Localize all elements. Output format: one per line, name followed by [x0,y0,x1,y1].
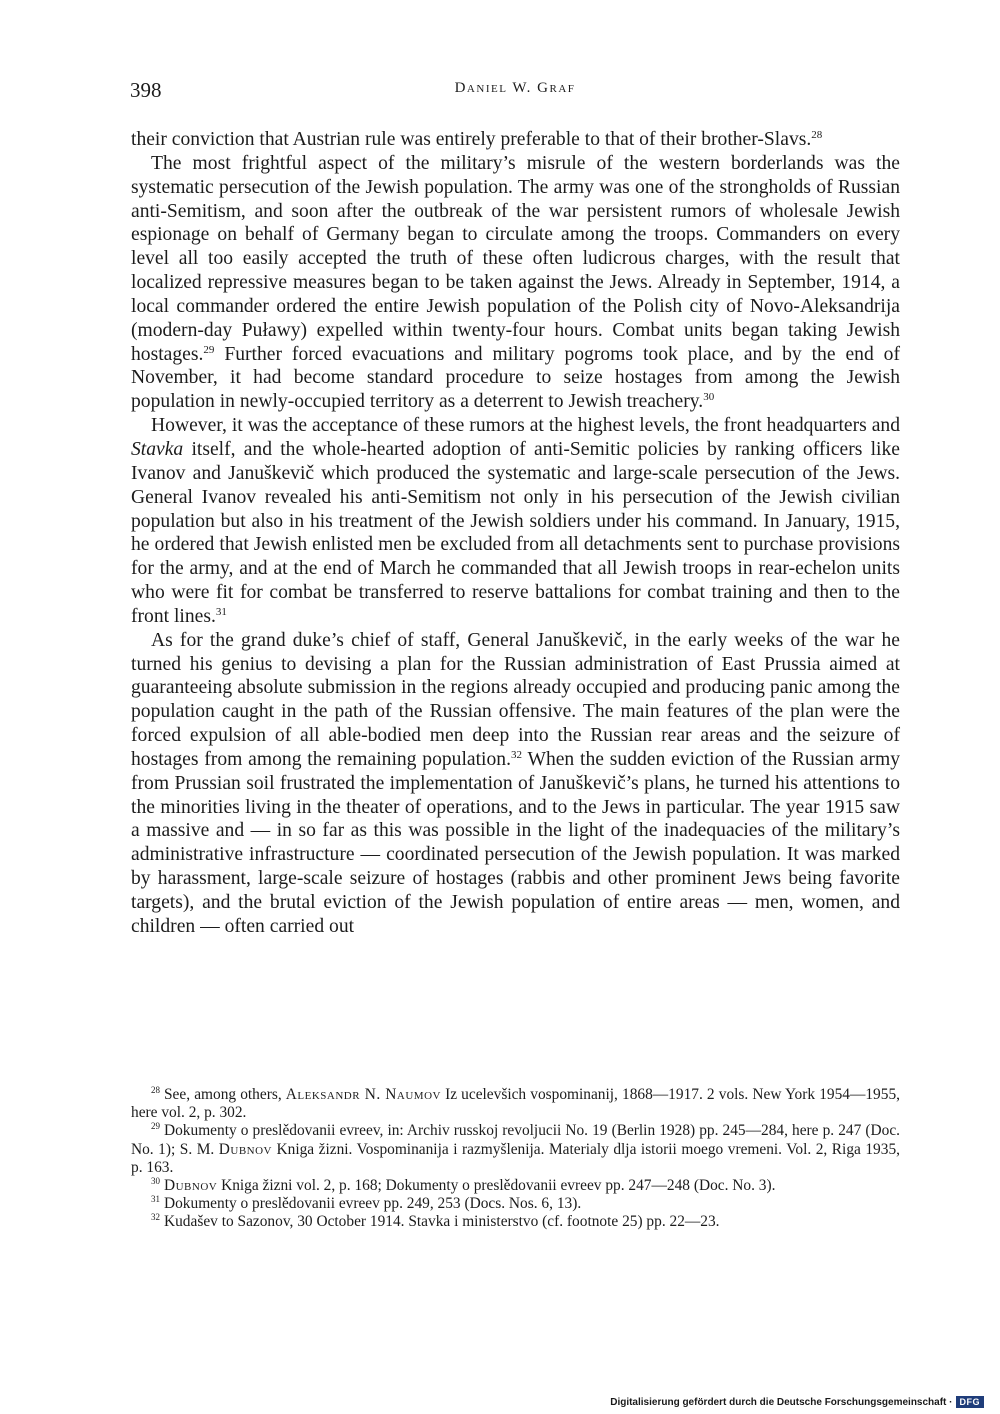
paragraph-1 [131,128,900,152]
footnote-number: 30 [151,1176,160,1187]
dfg-logo-icon: DFG [956,1396,985,1408]
footnote-28 [131,1086,900,1122]
footnote-ref-28[interactable]: 28 [811,129,823,141]
italic-term: Stavka [131,438,184,460]
digitization-credit [610,1394,984,1410]
footnote-number: 28 [151,1085,160,1095]
footnote-number: 31 [151,1194,160,1205]
article-body [131,128,900,939]
page-header [130,78,900,104]
footnotes [131,1086,900,1232]
credit-text: Digitalisierung gefördert durch die Deutsche Forschungsgemeinschaft · [610,1396,953,1408]
footnote-text: Iz ucelevšich vospominanij, 1868—1917. 2 vols. New York 1954—1955, here vol. 2, p. 302. [131,1086,900,1122]
footnote-ref-32[interactable]: 32 [511,748,522,761]
paragraph-2-text-b: Further forced evacuations and military pogroms took place, and by the end of November, it had become standard procedure to seize hostages from among the Jewish population in newly-occupied territory as a deterrent to Jewish treachery. [131,343,900,413]
running-head: Daniel W. Graf [454,80,576,96]
footnote-text: See, among others, [164,1086,286,1103]
author-name: Dubnov [164,1177,218,1195]
footnote-ref-30[interactable]: 30 [703,391,715,404]
footnote-text: Kniga žizni vol. 2, p. 168; Dokumenty o preslědovanii evreev pp. 247—248 (Doc. No. 3). [217,1177,776,1195]
paragraph-2-text-a: The most frightful aspect of the military’s misrule of the western borderlands was the systematic persecution of the Jewish population. The army was one of the strongholds of Russian anti-Semitism, and soon after the outbreak of the war persistent rumors of wholesale Jewish espionage on behalf of Germany began to circulate among the troops. Commanders on every level all too easily accepted the truth of these often ludicrous charges, with the result that localized repressive measures began to be taken against the Jews. Already in September, 1914, a local commander ordered the entire Jewish population of the Polish city of Novo-Aleksandrija (modern-day Puławy) expelled within twenty-four hours. Combat units began taking Jewish hostages. [131,152,900,365]
footnote-number: 32 [151,1212,160,1223]
footnote-32 [131,1213,900,1231]
footnote-number: 29 [151,1121,160,1132]
paragraph-3-text-b: itself, and the whole-hearted adoption of anti-Semitic policies by ranking officers like Ivanov and Januškevič which produced the systematic and large-scale persecution of the Jews. General Ivanov revealed his anti-Semitism not only in his persecution of the Jewish civilian population but also in his treatment of the Jewish soldiers under his command. In January, 1915, he ordered that Jewish enlisted men be excluded from all detachments sent to purchase provisions for the army, and at the end of March he commanded that all Jewish troops in rear-echelon units who were fit for combat be transferred to reserve battalions for combat training and then to the front lines. [131,438,900,627]
footnote-ref-31[interactable]: 31 [215,605,227,618]
paragraph-4-text-b: When the sudden eviction of the Russian army from Prussian soil frustrated the implementation of Januškevič’s plans, he turned his attentions to the minorities living in the theater of operations, and to the Jews in particular. The year 1915 saw a massive and — in so far as this was possible in the light of the inadequacies of the military’s administrative infrastructure — coordinated persecution of the Jewish population. It was marked by harassment, large-scale seizure of hostages (rabbis and other prominent Jews being favorite targets), and the brutal eviction of the Jewish population of entire areas — men, women, and children — often carried out [131,748,900,937]
author-name: Aleksandr N. Naumov [285,1086,441,1103]
footnote-text: Dokumenty o preslědovanii evreev, in: Archiv russkoj revoljucii No. 19 (Berlin 1928) pp. 245—284, here p. 247 (Doc. No. 1); S. M. [131,1122,900,1158]
paragraph-3 [131,414,900,629]
footnote-text: Kudašev to Sazonov, 30 October 1914. Stavka i ministerstvo (cf. footnote 25) pp. 22—23. [164,1213,720,1231]
footnote-29 [131,1122,900,1177]
paragraph-1-text: their conviction that Austrian rule was entirely preferable to that of their brother-Slavs. [131,129,812,150]
paragraph-3-text-a: However, it was the acceptance of these rumors at the highest levels, the front headquarters and [151,415,900,437]
page-number: 398 [130,78,162,102]
footnote-31 [131,1195,900,1213]
footnote-30 [131,1177,900,1195]
footnote-text: Dokumenty o preslědovanii evreev pp. 249, 253 (Docs. Nos. 6, 13). [164,1195,582,1213]
paragraph-4-text-a: As for the grand duke’s chief of staff, General Januškevič, in the early weeks of the war he turned his genius to devising a plan for the Russian administration of East Prussia aimed at guaranteeing absolute submission in the regions already occupied and producing panic among the population caught in the path of the Russian offensive. The main features of the plan were the forced expulsion of all able-bodied men deep into the Russian rear areas and the seizure of hostages from among the remaining population. [131,629,900,770]
footnote-ref-29[interactable]: 29 [203,343,215,356]
paragraph-4 [131,629,900,939]
footnote-text: Kniga žizni. Vospominanija i razmyšlenija. Materialy dlja istorii moego vremeni. Vol. 2, Riga 1935, p. 163. [131,1140,900,1176]
author-name: Dubnov [218,1140,272,1158]
paragraph-2 [131,152,900,414]
